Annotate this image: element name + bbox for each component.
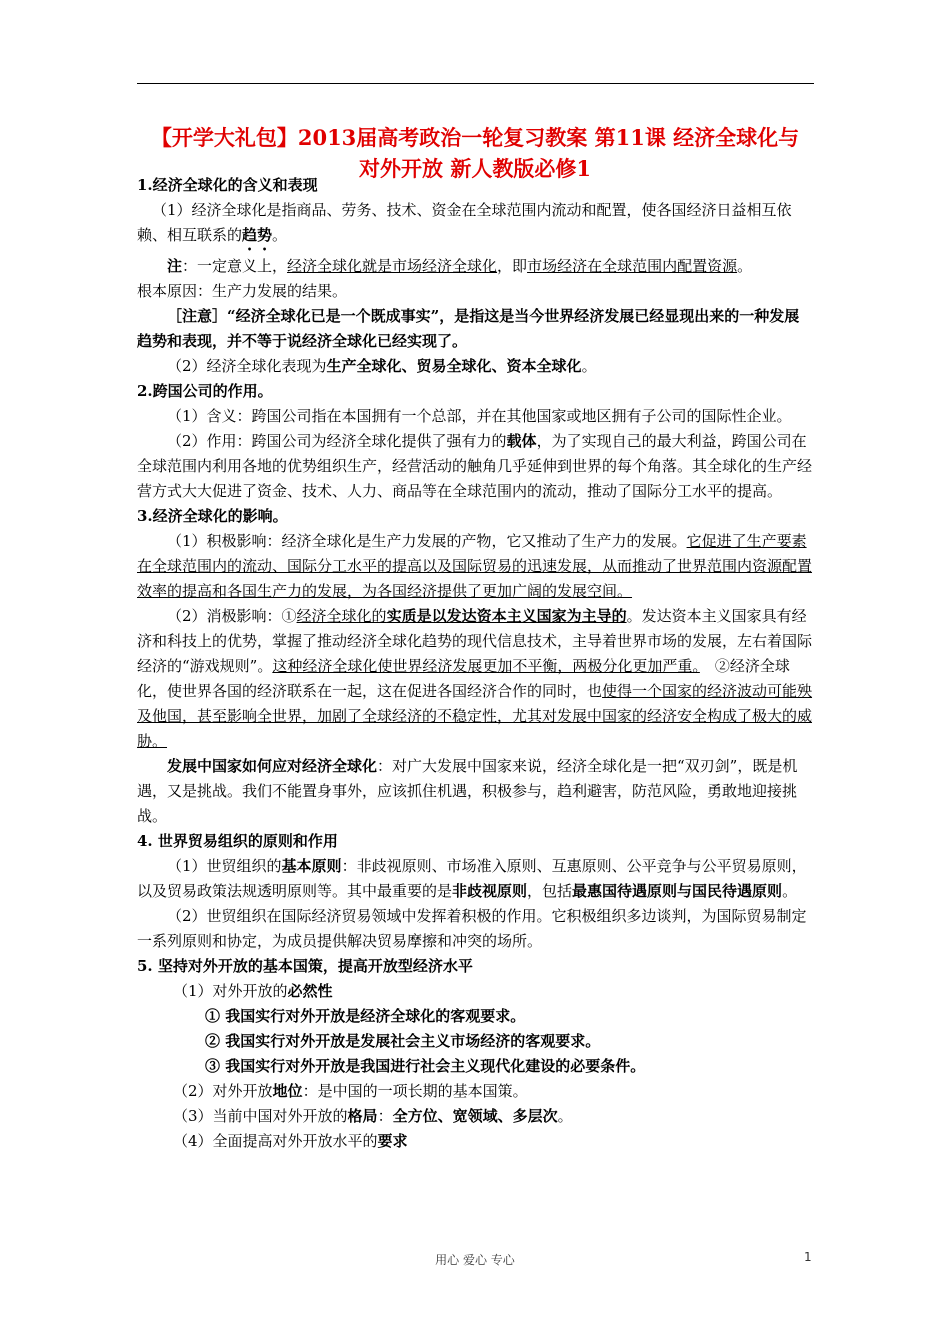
page-number: 1	[804, 1250, 812, 1264]
s3-para-1	[137, 529, 814, 604]
text: 。	[272, 226, 288, 244]
note-label: 注	[167, 257, 183, 275]
section-4-heading: 4. 世界贸易组织的原则和作用	[137, 832, 338, 850]
bold-text: 格局	[347, 1107, 378, 1125]
page-footer: 用心 爱心 专心	[435, 1253, 515, 1267]
section-1-heading: 1.经济全球化的含义和表现	[137, 176, 318, 194]
emphasis-trend: 趋势	[242, 226, 273, 244]
text: （3）当前中国对外开放的	[173, 1107, 348, 1125]
text: ：非歧视原则、市场准入原则、互惠原则、公平竞争与公平贸易原则，以及贸易政策法规透明原则等。其中最重要的是	[137, 857, 807, 900]
title-line-2: 对外开放 新人教版必修1	[359, 156, 591, 181]
s4-para-1	[137, 854, 814, 904]
text: （1）对外开放的	[173, 982, 288, 1000]
underlined-text: 使得一个国家的经济波动可能殃及他国，甚至影响全世界，加剧了全球经济的不稳定性，尤其对发展中国家的经济安全构成了极大的威胁。	[137, 682, 813, 750]
bold-text: 地位	[272, 1082, 303, 1100]
text: ②经济全球化，使世界各国的经济联系在一起，这在促进各国经济合作的同时，也	[137, 657, 790, 700]
title-line-1: 【开学大礼包】2013届高考政治一轮复习教案 第11课 经济全球化与	[150, 125, 800, 150]
text: ：一定意义上，	[182, 257, 288, 275]
text: ，包括	[527, 882, 573, 900]
text: （1）经济全球化是指商品、劳务、技术、资金在全球范围内流动和配置，使各国经济日益相互依赖、相互联系的	[137, 201, 792, 244]
bold-text: 非歧视原则	[452, 882, 528, 900]
s1-para-2	[137, 354, 814, 379]
s5-reason-1: ① 我国实行对外开放是经济全球化的客观要求。	[205, 1007, 526, 1025]
s5-item-2	[137, 1079, 814, 1104]
section-5-heading: 5. 坚持对外开放的基本国策，提高开放型经济水平	[137, 957, 473, 975]
document-body	[137, 173, 814, 1154]
text: 。	[581, 357, 597, 375]
s1-para-1	[137, 198, 814, 254]
text: （1）世贸组织的	[167, 857, 282, 875]
bold-text: 全方位、宽领域、多层次	[392, 1107, 558, 1125]
text: 。	[737, 257, 753, 275]
bold-underlined-text: 实质是以发达资本主义国家为主导的	[386, 607, 627, 625]
text: （1）积极影响：经济全球化是生产力发展的产物，它又推动了生产力的发展。	[167, 532, 687, 550]
text: 。发达资本主义国家具有经济和科技上的优势，掌握了推动经济全球化趋势的现代信息技术，主导着世界市场的发展，左右着国际经济的“游戏规则”。	[137, 607, 813, 675]
text: （2）消极影响：①	[167, 607, 297, 625]
underlined-text: 它促进了生产要素在全球范围内的流动、国际分工水平的提高以及国际贸易的迅速发展，从而推动了世界范围内资源配置效率的提高和各国生产力的发展，为各国经济提供了更加广阔的发展空间。	[137, 532, 813, 600]
underlined-text: 这种经济全球化使世界经济发展更加不平衡，两极分化更加严重。	[272, 657, 700, 675]
underlined-text: 市场经济在全球范围内配置资源	[527, 257, 738, 275]
bold-text: 发展中国家如何应对经济全球化	[167, 757, 378, 775]
text: ：是中国的一项长期的基本国策。	[302, 1082, 528, 1100]
s5-item-3	[137, 1104, 814, 1129]
s5-reason-2: ② 我国实行对外开放是发展社会主义市场经济的客观要求。	[205, 1032, 601, 1050]
s5-reason-3: ③ 我国实行对外开放是我国进行社会主义现代化建设的必要条件。	[205, 1057, 646, 1075]
bold-text: 必然性	[287, 982, 333, 1000]
s3-para-2	[137, 604, 814, 754]
s2-para-1: （1）含义：跨国公司指在本国拥有一个总部，并在其他国家或地区拥有子公司的国际性企业。	[167, 407, 792, 425]
text: ，为了实现自己的最大利益，跨国公司在全球范围内利用各地的优势组织生产，经营活动的触角几乎延伸到世界的每个角落。其全球化的生产经营方式大大促进了资金、技术、人力、商品等在全球范围内的流动，推动了国际分工水平的提高。	[137, 432, 813, 500]
s1-root-cause: 根本原因：生产力发展的结果。	[137, 282, 348, 300]
text: （2）对外开放	[173, 1082, 273, 1100]
text: （2）作用：跨国公司为经济全球化提供了强有力的	[167, 432, 507, 450]
s3-para-3	[137, 754, 814, 829]
text: 。	[782, 882, 798, 900]
text: ：	[377, 1107, 393, 1125]
bold-text: 最惠国待遇原则与国民待遇原则	[572, 882, 783, 900]
text: 。	[557, 1107, 573, 1125]
underlined-text: 经济全球化就是市场经济全球化	[287, 257, 498, 275]
text: ：对广大发展中国家来说，经济全球化是一把“双刃剑”，既是机遇，又是挑战。我们不能置身事外，应该抓住机遇，积极参与，趋利避害，防范风险，勇敢地迎接挑战。	[137, 757, 798, 825]
bold-text: 基本原则	[281, 857, 342, 875]
bold-text: 要求	[377, 1132, 408, 1150]
header-rule	[137, 83, 814, 84]
s2-para-2	[137, 429, 814, 504]
s5-item-1	[137, 979, 814, 1004]
bold-text: 生产全球化、贸易全球化、资本全球化	[326, 357, 582, 375]
text: （4）全面提高对外开放水平的	[173, 1132, 378, 1150]
text: ，即	[497, 257, 528, 275]
s5-item-4	[137, 1129, 814, 1154]
s4-para-2: （2）世贸组织在国际经济贸易领域中发挥着积极的作用。它积极组织多边谈判，为国际贸易制定一系列原则和协定，为成员提供解决贸易摩擦和冲突的场所。	[137, 907, 807, 950]
section-3-heading: 3.经济全球化的影响。	[137, 507, 288, 525]
s1-attention: ［注意］“经济全球化已是一个既成事实”，是指这是当今世界经济发展已经显现出来的一种发展趋势和表现，并不等于说经济全球化已经实现了。	[137, 307, 800, 350]
s1-note	[137, 254, 814, 279]
underlined-text: 经济全球化的	[296, 607, 387, 625]
section-2-heading: 2.跨国公司的作用。	[137, 382, 273, 400]
bold-text: 载体	[506, 432, 537, 450]
text: （2）经济全球化表现为	[167, 357, 327, 375]
